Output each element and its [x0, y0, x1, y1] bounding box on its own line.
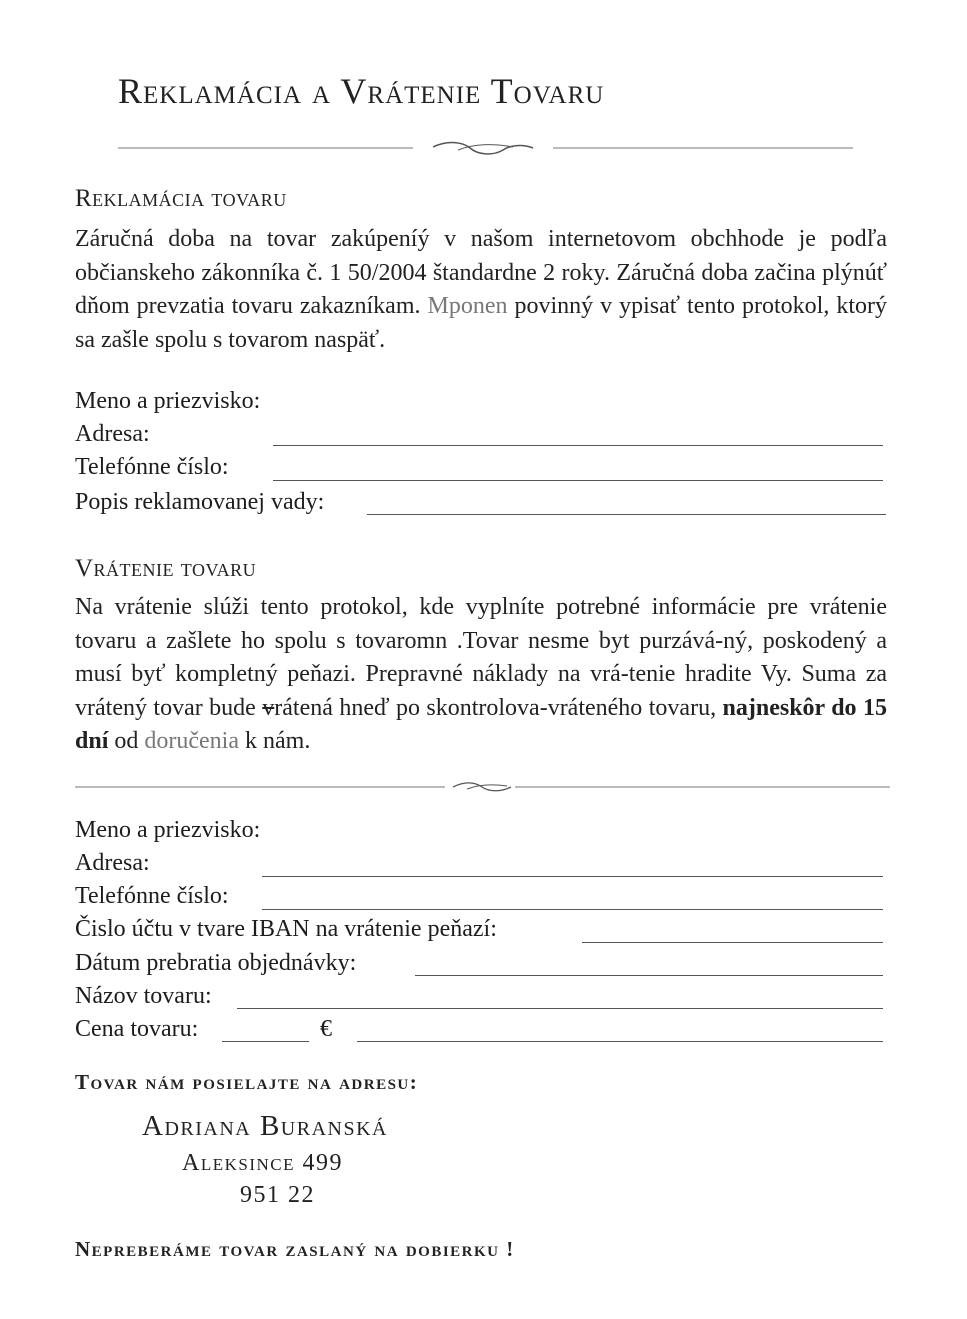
return-product-name-field[interactable] [75, 983, 887, 1013]
return-price-field[interactable] [75, 1016, 887, 1046]
page-title: Reklamácia a Vrátenie Tovaru [118, 71, 605, 111]
shipping-heading: Tovar nám posielajte na adresu: [75, 1070, 419, 1094]
field-label: Meno a priezvisko: [75, 817, 261, 843]
ornament-divider-top [118, 138, 853, 162]
fill-line[interactable] [273, 445, 883, 446]
fill-line[interactable] [415, 975, 883, 976]
currency-symbol: € [320, 1016, 332, 1042]
field-label: Telefónne číslo: [75, 883, 229, 909]
field-label: Adresa: [75, 421, 150, 447]
claim-address-field[interactable] [75, 421, 887, 451]
return-paragraph: Na vrátenie slúži tento protokol, kde vyplníte potrebné informácie pre vrátenie tovaru a zašlete ho spolu s tovaromn .Tovar nesme byt purzává-ný, poskodený a musí byť kompletný peňazi. Prepravné náklady na vrá-tenie hradite Vy. Suma za vrátený tovar bude vrátená hneď po skontrolova-vráteného tovaru, najneskôr do 15 dní od doručenia k nám. [75, 594, 887, 754]
return-address-field[interactable] [75, 850, 887, 880]
field-label: Názov tovaru: [75, 983, 212, 1009]
return-phone-field[interactable] [75, 883, 887, 913]
field-label: Cena tovaru: [75, 1016, 199, 1042]
return-iban-field[interactable] [75, 916, 887, 946]
fill-line[interactable] [582, 942, 883, 943]
price-fill-line[interactable] [222, 1041, 309, 1042]
fill-line[interactable] [237, 1008, 883, 1009]
claim-phone-field[interactable] [75, 454, 887, 484]
return-order-date-field[interactable] [75, 950, 887, 980]
field-label: Telefónne číslo: [75, 454, 229, 480]
field-label: Čislo účtu v tvare IBAN na vrátenie peňazí: [75, 916, 497, 942]
claim-defect-field[interactable] [75, 489, 887, 519]
claim-paragraph: Záručná doba na tovar zakúpeníý v našom internetovom obchhode je podľa občianskeho zákonníka č. 1 50/2004 štandardne 2 roky. Záručná doba začina plýnúť dňom prevzatia tovaru zakazníkam. Mponen povinný v ypisať tento protokol, ktorý sa zašle spolu s tovarom naspäť. [75, 226, 887, 353]
return-name-field[interactable] [75, 817, 887, 847]
fill-line[interactable] [273, 480, 883, 481]
fill-line[interactable] [262, 876, 883, 877]
field-label: Meno a priezvisko: [75, 388, 261, 414]
field-label: Adresa: [75, 850, 150, 876]
field-label: Dátum prebratia objednávky: [75, 950, 357, 976]
shipping-street: Aleksince 499 [182, 1150, 343, 1176]
return-heading: Vrátenie tovaru [75, 555, 257, 582]
fill-line[interactable] [357, 1041, 883, 1042]
ornament-divider-middle [75, 777, 890, 797]
claim-name-field[interactable] [75, 388, 887, 418]
shipping-name: Adriana Buranská [142, 1110, 388, 1142]
shipping-zip: 951 22 [240, 1182, 315, 1208]
fill-line[interactable] [367, 514, 886, 515]
fill-line[interactable] [262, 909, 883, 910]
field-label: Popis reklamovanej vady: [75, 489, 325, 515]
cod-notice: Nepreberáme tovar zaslaný na dobierku ! [75, 1237, 515, 1261]
claim-heading: Reklamácia tovaru [75, 185, 287, 212]
